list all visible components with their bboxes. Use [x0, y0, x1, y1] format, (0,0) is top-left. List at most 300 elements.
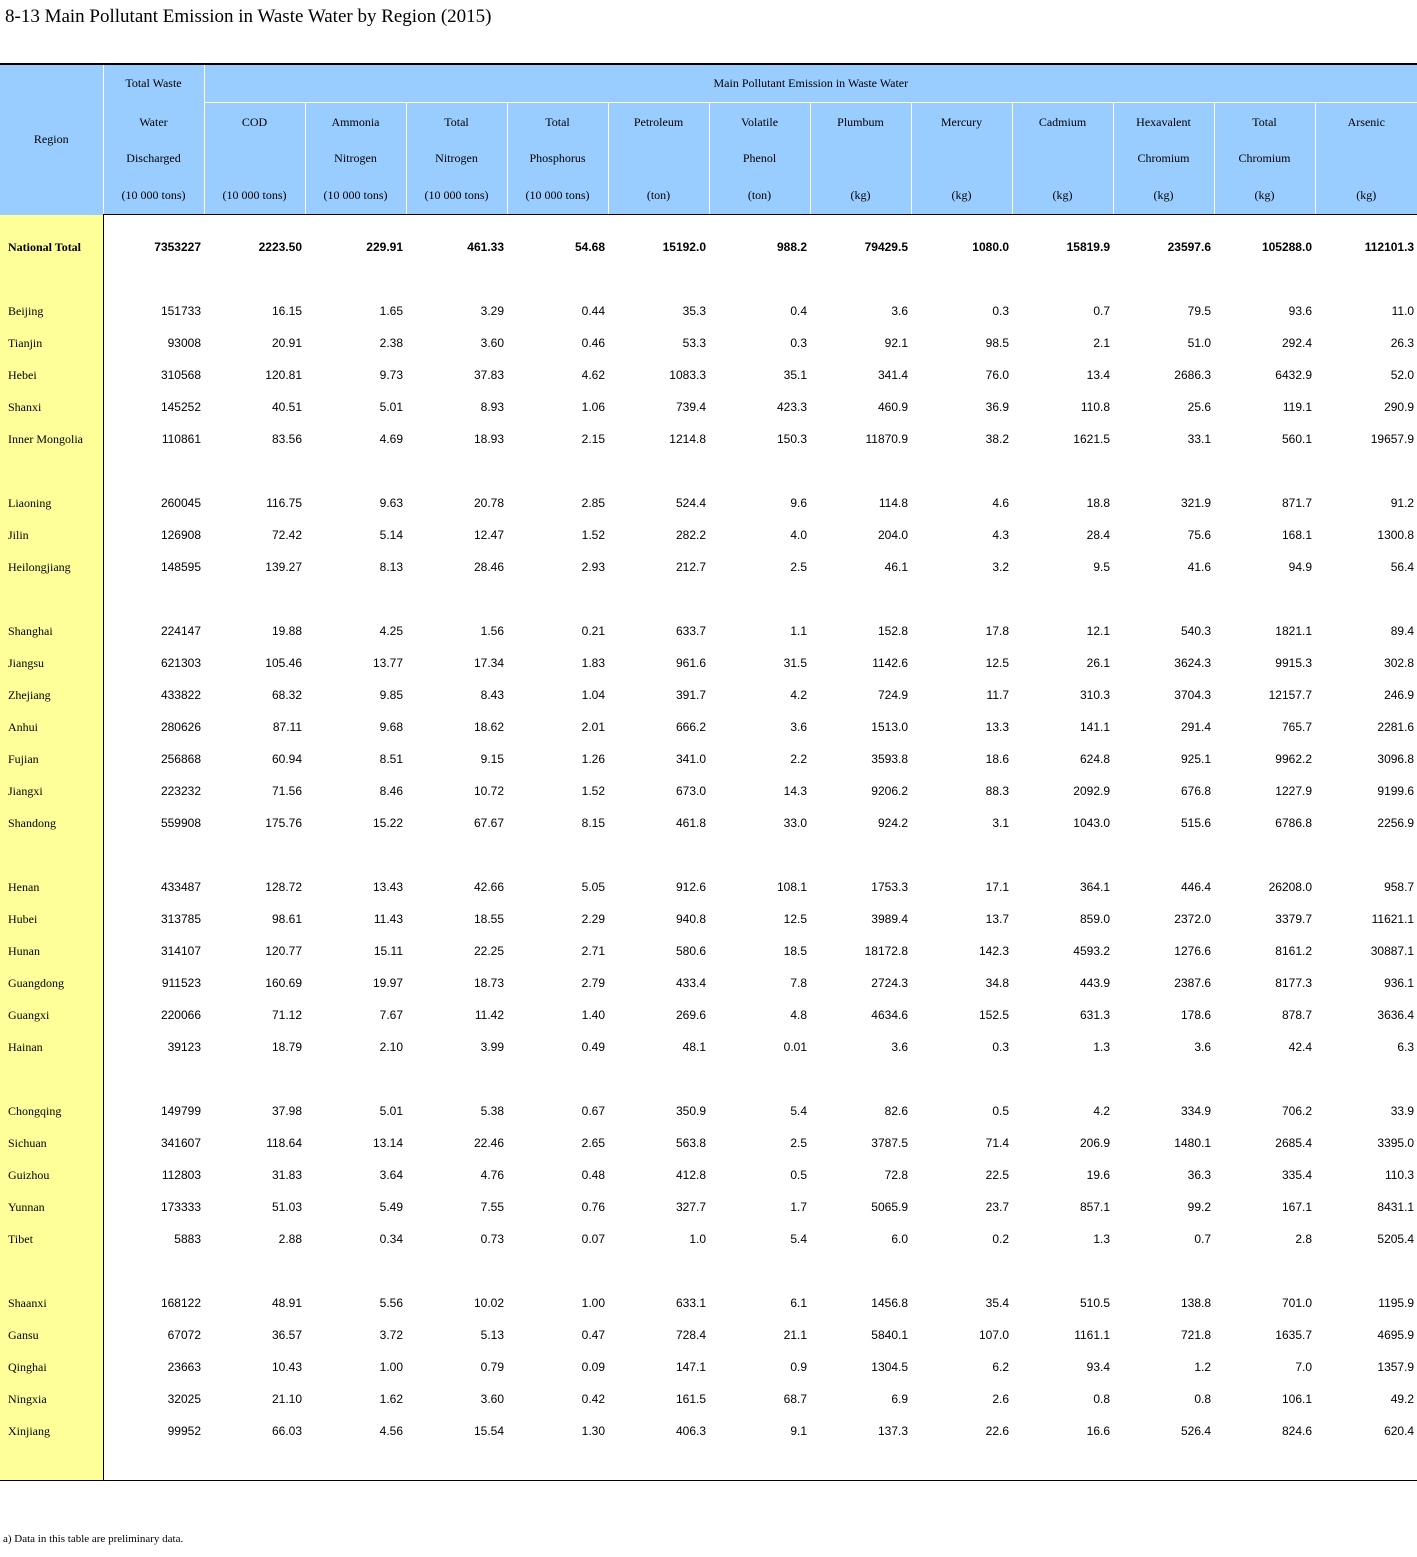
- table-cell: 9.63: [379, 496, 403, 510]
- table-cell: 1.56: [480, 624, 504, 638]
- table-cell: 15.11: [373, 944, 403, 958]
- table-cell: 19.88: [271, 624, 302, 638]
- table-cell: 559908: [160, 816, 201, 830]
- table-cell: 3787.5: [871, 1136, 908, 1150]
- table-cell: 1043.0: [1073, 816, 1110, 830]
- table-cell: 151733: [160, 304, 201, 318]
- region-name: Guangxi: [0, 999, 103, 1031]
- table-cell: 5065.9: [871, 1200, 908, 1214]
- table-cell: 433487: [160, 880, 201, 894]
- table-cell: 391.7: [675, 688, 706, 702]
- table-cell: 2724.3: [871, 976, 908, 990]
- table-cell: 6.0: [891, 1232, 908, 1246]
- table-row: [0, 359, 1417, 391]
- table-cell: 335.4: [1281, 1168, 1312, 1182]
- table-cell: 93.4: [1086, 1360, 1110, 1374]
- table-cell: 563.8: [675, 1136, 706, 1150]
- table-cell: 1.3: [1093, 1040, 1110, 1054]
- region-name: Guizhou: [0, 1159, 103, 1191]
- table-cell: 560.1: [1281, 432, 1312, 446]
- table-row: [0, 1127, 1417, 1159]
- table-row: [0, 711, 1417, 743]
- region-name: Tianjin: [0, 327, 103, 359]
- header-region: Region: [0, 64, 103, 215]
- table-cell: 6.9: [891, 1392, 908, 1406]
- table-cell: 71.12: [271, 1008, 302, 1022]
- table-cell: 341.4: [877, 368, 908, 382]
- table-cell: 765.7: [1281, 720, 1312, 734]
- table-cell: 0.47: [581, 1328, 605, 1342]
- table-cell: 12.47: [473, 528, 504, 542]
- table-cell: 13.3: [985, 720, 1009, 734]
- table-cell: 246.9: [1384, 688, 1415, 702]
- table-cell: 15819.9: [1066, 240, 1110, 254]
- table-cell: 18.6: [985, 752, 1009, 766]
- table-cell: 2092.9: [1073, 784, 1110, 798]
- table-cell: 0.5: [992, 1104, 1009, 1118]
- table-cell: 2.93: [581, 560, 605, 574]
- table-cell: 76.0: [985, 368, 1009, 382]
- table-cell: 282.2: [675, 528, 706, 542]
- table-row: [0, 391, 1417, 423]
- table-cell: 620.4: [1384, 1424, 1415, 1438]
- table-cell: 18.8: [1086, 496, 1110, 510]
- table-cell: 256868: [160, 752, 201, 766]
- table-cell: 1456.8: [871, 1296, 908, 1310]
- table-cell: 5883: [174, 1232, 201, 1246]
- table-cell: 28.46: [473, 560, 504, 574]
- table-cell: 925.1: [1180, 752, 1211, 766]
- table-cell: 119.1: [1282, 400, 1312, 414]
- table-cell: 1.7: [790, 1200, 807, 1214]
- table-cell: 0.46: [581, 336, 605, 350]
- table-cell: 0.2: [992, 1232, 1009, 1246]
- table-cell: 10.43: [271, 1360, 302, 1374]
- header-column: Petroleum (ton): [608, 103, 709, 215]
- table-cell: 321.9: [1180, 496, 1211, 510]
- table-cell: 41.6: [1187, 560, 1211, 574]
- region-name: Beijing: [0, 295, 103, 327]
- table-cell: 0.67: [581, 1104, 605, 1118]
- table-cell: 2685.4: [1275, 1136, 1312, 1150]
- spacer-row: [0, 455, 1417, 487]
- table-cell: 3.1: [992, 816, 1009, 830]
- table-cell: 79429.5: [864, 240, 908, 254]
- table-cell: 666.2: [675, 720, 706, 734]
- table-cell: 145252: [160, 400, 201, 414]
- table-cell: 148595: [160, 560, 201, 574]
- table-cell: 3.64: [379, 1168, 403, 1182]
- table-cell: 223232: [160, 784, 201, 798]
- table-cell: 126908: [160, 528, 201, 542]
- table-cell: 701.0: [1281, 1296, 1312, 1310]
- table-body: [0, 215, 1417, 1481]
- table-cell: 17.8: [985, 624, 1009, 638]
- table-cell: 2372.0: [1174, 912, 1211, 926]
- table-cell: 1357.9: [1377, 1360, 1415, 1374]
- table-cell: 423.3: [776, 400, 807, 414]
- table-cell: 4634.6: [871, 1008, 908, 1022]
- table-cell: 3379.7: [1275, 912, 1312, 926]
- table-cell: 9962.2: [1275, 752, 1312, 766]
- table-row: [0, 1191, 1417, 1223]
- table-cell: 23663: [167, 1360, 201, 1374]
- table-cell: 22.46: [473, 1136, 504, 1150]
- table-cell: 0.4: [790, 304, 807, 318]
- table-cell: 912.6: [675, 880, 706, 894]
- table-cell: 67072: [167, 1328, 201, 1342]
- table-cell: 302.8: [1384, 656, 1415, 670]
- table-cell: 120.77: [265, 944, 302, 958]
- table-cell: 118.64: [266, 1136, 302, 1150]
- table-cell: 9206.2: [871, 784, 908, 798]
- table-cell: 2.5: [790, 1136, 807, 1150]
- table-cell: 290.9: [1384, 400, 1415, 414]
- table-row: [0, 935, 1417, 967]
- table-cell: 2.10: [379, 1040, 403, 1054]
- table-cell: 112101.3: [1364, 240, 1415, 254]
- footnote: a) Data in this table are preliminary data.: [3, 1533, 184, 1545]
- table-row: [0, 1351, 1417, 1383]
- table-cell: 160.69: [265, 976, 302, 990]
- header-column: Ammonia Nitrogen (10 000 tons): [305, 103, 406, 215]
- table-cell: 924.2: [877, 816, 908, 830]
- table-cell: 5.01: [379, 1104, 403, 1118]
- table-cell: 16.15: [271, 304, 302, 318]
- table-cell: 350.9: [675, 1104, 706, 1118]
- table-row: [0, 1383, 1417, 1415]
- table-cell: 39123: [167, 1040, 201, 1054]
- table-cell: 5.56: [379, 1296, 403, 1310]
- region-name: Inner Mongolia: [0, 423, 103, 455]
- table-cell: 313785: [160, 912, 201, 926]
- table-cell: 152.5: [978, 1008, 1009, 1022]
- table-row: [0, 423, 1417, 455]
- table-cell: 2.29: [581, 912, 605, 926]
- region-name: Hainan: [0, 1031, 103, 1063]
- table-cell: 8161.2: [1275, 944, 1312, 958]
- table-cell: 446.4: [1180, 880, 1211, 894]
- spacer-row: [0, 263, 1417, 295]
- table-cell: 859.0: [1079, 912, 1110, 926]
- table-cell: 31.5: [783, 656, 807, 670]
- header-column: Total Phosphorus (10 000 tons): [507, 103, 608, 215]
- table-cell: 22.5: [985, 1168, 1009, 1182]
- table-cell: 15.54: [473, 1424, 504, 1438]
- table-cell: 412.8: [675, 1168, 706, 1182]
- table-cell: 2.8: [1295, 1232, 1312, 1246]
- table-cell: 220066: [160, 1008, 201, 1022]
- table-cell: 9.73: [379, 368, 403, 382]
- region-name: Ningxia: [0, 1383, 103, 1415]
- table-cell: 1276.6: [1174, 944, 1211, 958]
- table-cell: 721.8: [1180, 1328, 1211, 1342]
- table-cell: 37.98: [271, 1104, 302, 1118]
- table-cell: 1.52: [581, 528, 605, 542]
- table-cell: 48.91: [271, 1296, 302, 1310]
- table-cell: 53.3: [682, 336, 706, 350]
- table-cell: 0.73: [480, 1232, 504, 1246]
- table-cell: 3636.4: [1377, 1008, 1415, 1022]
- region-name: Shandong: [0, 807, 103, 839]
- spacer-row: [0, 1255, 1417, 1287]
- table-cell: 98.61: [271, 912, 302, 926]
- region-name: National Total: [0, 231, 103, 263]
- header-column: Volatile Phenol (ton): [709, 103, 810, 215]
- table-cell: 8431.1: [1377, 1200, 1415, 1214]
- table-cell: 4.2: [1093, 1104, 1110, 1118]
- table-cell: 5.4: [790, 1104, 807, 1118]
- table-cell: 1.06: [581, 400, 605, 414]
- table-cell: 120.81: [265, 368, 302, 382]
- table-cell: 33.0: [783, 816, 807, 830]
- spacer-row: [0, 839, 1417, 871]
- table-cell: 0.42: [581, 1392, 605, 1406]
- table-cell: 3.6: [891, 1040, 908, 1054]
- table-cell: 0.07: [581, 1232, 605, 1246]
- table-cell: 1.00: [379, 1360, 403, 1374]
- table-cell: 269.6: [675, 1008, 706, 1022]
- table-cell: 4.62: [581, 368, 605, 382]
- table-cell: 580.6: [675, 944, 706, 958]
- table-cell: 12.5: [985, 656, 1009, 670]
- table-cell: 168.1: [1281, 528, 1312, 542]
- table-cell: 16.6: [1086, 1424, 1110, 1438]
- table-row: [0, 1223, 1417, 1255]
- table-cell: 99.2: [1187, 1200, 1211, 1214]
- table-cell: 1.00: [581, 1296, 605, 1310]
- table-cell: 3.29: [480, 304, 504, 318]
- table-cell: 4.8: [790, 1008, 807, 1022]
- table-cell: 5.05: [581, 880, 605, 894]
- table-cell: 204.0: [877, 528, 908, 542]
- table-cell: 1.65: [379, 304, 403, 318]
- table-cell: 540.3: [1180, 624, 1211, 638]
- table-cell: 2.79: [581, 976, 605, 990]
- table-cell: 5.01: [379, 400, 403, 414]
- table-cell: 15192.0: [662, 240, 706, 254]
- region-name: Yunnan: [0, 1191, 103, 1223]
- table-cell: 22.25: [473, 944, 504, 958]
- table-cell: 911523: [161, 976, 201, 990]
- table-cell: 1621.5: [1073, 432, 1110, 446]
- table-cell: 51.0: [1187, 336, 1211, 350]
- table-cell: 936.1: [1384, 976, 1415, 990]
- table-cell: 739.4: [675, 400, 706, 414]
- table-cell: 1635.7: [1275, 1328, 1312, 1342]
- table-cell: 38.2: [985, 432, 1009, 446]
- table-cell: 67.67: [473, 816, 504, 830]
- table-cell: 108.1: [776, 880, 807, 894]
- region-name: Shanghai: [0, 615, 103, 647]
- table-cell: 20.78: [473, 496, 504, 510]
- table-cell: 0.76: [581, 1200, 605, 1214]
- region-name: Hubei: [0, 903, 103, 935]
- table-cell: 0.09: [581, 1360, 605, 1374]
- table-row: [0, 1159, 1417, 1191]
- table-cell: 406.3: [675, 1424, 706, 1438]
- table-cell: 35.4: [985, 1296, 1009, 1310]
- table-cell: 1.83: [581, 656, 605, 670]
- table-cell: 3624.3: [1174, 656, 1211, 670]
- table-cell: 60.94: [271, 752, 302, 766]
- table-cell: 433822: [160, 688, 201, 702]
- table-cell: 3.6: [1194, 1040, 1211, 1054]
- table-cell: 229.91: [366, 240, 403, 254]
- region-name: Guangdong: [0, 967, 103, 999]
- table-cell: 2.85: [581, 496, 605, 510]
- table-cell: 10.72: [473, 784, 504, 798]
- table-cell: 9.5: [1093, 560, 1110, 574]
- table-cell: 51.03: [271, 1200, 302, 1214]
- table-row: [0, 551, 1417, 583]
- table-cell: 75.6: [1187, 528, 1211, 542]
- table-cell: 35.3: [682, 304, 706, 318]
- table-cell: 93.6: [1288, 304, 1312, 318]
- region-name: Xinjiang: [0, 1415, 103, 1447]
- table-cell: 2256.9: [1377, 816, 1415, 830]
- table-cell: 33.1: [1187, 432, 1211, 446]
- table-cell: 5205.4: [1377, 1232, 1415, 1246]
- table-cell: 72.8: [884, 1168, 908, 1182]
- table-cell: 0.7: [1093, 304, 1110, 318]
- table-cell: 32025: [167, 1392, 201, 1406]
- table-cell: 1.26: [581, 752, 605, 766]
- table-cell: 1821.1: [1275, 624, 1312, 638]
- region-name: Qinghai: [0, 1351, 103, 1383]
- table-cell: 9.85: [379, 688, 403, 702]
- table-cell: 23597.6: [1167, 240, 1211, 254]
- table-cell: 19657.9: [1370, 432, 1415, 446]
- header-column: Total Chromium (kg): [1214, 103, 1315, 215]
- region-name: Hunan: [0, 935, 103, 967]
- table-cell: 17.34: [473, 656, 504, 670]
- table-cell: 12.1: [1086, 624, 1110, 638]
- table-cell: 260045: [160, 496, 201, 510]
- region-name: Chongqing: [0, 1095, 103, 1127]
- spacer-row: [0, 215, 1417, 232]
- table-cell: 5.13: [480, 1328, 504, 1342]
- table-cell: 105288.0: [1261, 240, 1312, 254]
- table-cell: 633.1: [675, 1296, 706, 1310]
- table-cell: 1.2: [1194, 1360, 1211, 1374]
- table-row: [0, 1031, 1417, 1063]
- table-cell: 30887.1: [1370, 944, 1415, 958]
- table-row: [0, 295, 1417, 327]
- region-name: Shanxi: [0, 391, 103, 423]
- table-cell: 1753.3: [871, 880, 908, 894]
- table-cell: 18.5: [783, 944, 807, 958]
- table-cell: 11870.9: [865, 432, 908, 446]
- table-row: [0, 871, 1417, 903]
- table-row: [0, 615, 1417, 647]
- table-cell: 314107: [160, 944, 201, 958]
- table-row: [0, 775, 1417, 807]
- region-name: Gansu: [0, 1319, 103, 1351]
- table-cell: 0.01: [783, 1040, 807, 1054]
- table-cell: 5.4: [790, 1232, 807, 1246]
- table-cell: 5.38: [480, 1104, 504, 1118]
- table-row: [0, 231, 1417, 263]
- table-cell: 2.65: [581, 1136, 605, 1150]
- table-cell: 10.02: [473, 1296, 504, 1310]
- table-row: [0, 1287, 1417, 1319]
- table-row: [0, 679, 1417, 711]
- table-row: [0, 743, 1417, 775]
- table-cell: 13.7: [985, 912, 1009, 926]
- table-cell: 4.2: [790, 688, 807, 702]
- table-cell: 0.5: [790, 1168, 807, 1182]
- table-cell: 138.8: [1180, 1296, 1211, 1310]
- table-cell: 18172.8: [864, 944, 908, 958]
- table-cell: 9.1: [790, 1424, 807, 1438]
- table-cell: 66.03: [271, 1424, 302, 1438]
- table-cell: 142.3: [978, 944, 1009, 958]
- table-cell: 7.8: [790, 976, 807, 990]
- table-cell: 526.4: [1180, 1424, 1211, 1438]
- table-row: [0, 807, 1417, 839]
- header-column: Arsenic (kg): [1315, 103, 1417, 215]
- table-cell: 292.4: [1281, 336, 1312, 350]
- table-cell: 4.25: [379, 624, 403, 638]
- table-cell: 1.3: [1093, 1232, 1110, 1246]
- region-name: Heilongjiang: [0, 551, 103, 583]
- table-cell: 1.40: [581, 1008, 605, 1022]
- table-cell: 7.0: [1295, 1360, 1312, 1374]
- table-cell: 824.6: [1281, 1424, 1312, 1438]
- header-column: Plumbum (kg): [810, 103, 911, 215]
- header-column: COD (10 000 tons): [204, 103, 305, 215]
- table-cell: 46.1: [884, 560, 908, 574]
- region-name: Liaoning: [0, 487, 103, 519]
- table-cell: 11.43: [373, 912, 403, 926]
- table-cell: 5840.1: [871, 1328, 908, 1342]
- table-row: [0, 487, 1417, 519]
- table-cell: 624.8: [1079, 752, 1110, 766]
- table-cell: 42.4: [1288, 1040, 1312, 1054]
- table-cell: 128.72: [265, 880, 302, 894]
- table-cell: 106.1: [1281, 1392, 1312, 1406]
- table-cell: 6432.9: [1275, 368, 1312, 382]
- table-cell: 2.01: [581, 720, 605, 734]
- table-cell: 7353227: [154, 240, 201, 254]
- table-cell: 280626: [160, 720, 201, 734]
- table-cell: 334.9: [1180, 1104, 1211, 1118]
- table-cell: 1083.3: [669, 368, 706, 382]
- table-cell: 0.48: [581, 1168, 605, 1182]
- spacer-row: [0, 583, 1417, 615]
- table-cell: 3.60: [480, 336, 504, 350]
- table-cell: 11621.1: [1371, 912, 1415, 926]
- table-cell: 3.6: [790, 720, 807, 734]
- table-cell: 31.83: [271, 1168, 302, 1182]
- header-total-waste-line1: Total Waste: [103, 64, 204, 103]
- table-cell: 8.43: [480, 688, 504, 702]
- table-cell: 0.8: [1093, 1392, 1110, 1406]
- table-cell: 988.2: [776, 240, 807, 254]
- table-cell: 72.42: [271, 528, 302, 542]
- table-cell: 137.3: [877, 1424, 908, 1438]
- table-cell: 168122: [160, 1296, 201, 1310]
- table-cell: 1.30: [581, 1424, 605, 1438]
- table-cell: 2686.3: [1174, 368, 1211, 382]
- table-cell: 461.33: [467, 240, 504, 254]
- table-cell: 8.93: [480, 400, 504, 414]
- table-cell: 6.1: [790, 1296, 807, 1310]
- table-cell: 107.0: [978, 1328, 1009, 1342]
- table-cell: 5.49: [379, 1200, 403, 1214]
- table-row: [0, 903, 1417, 935]
